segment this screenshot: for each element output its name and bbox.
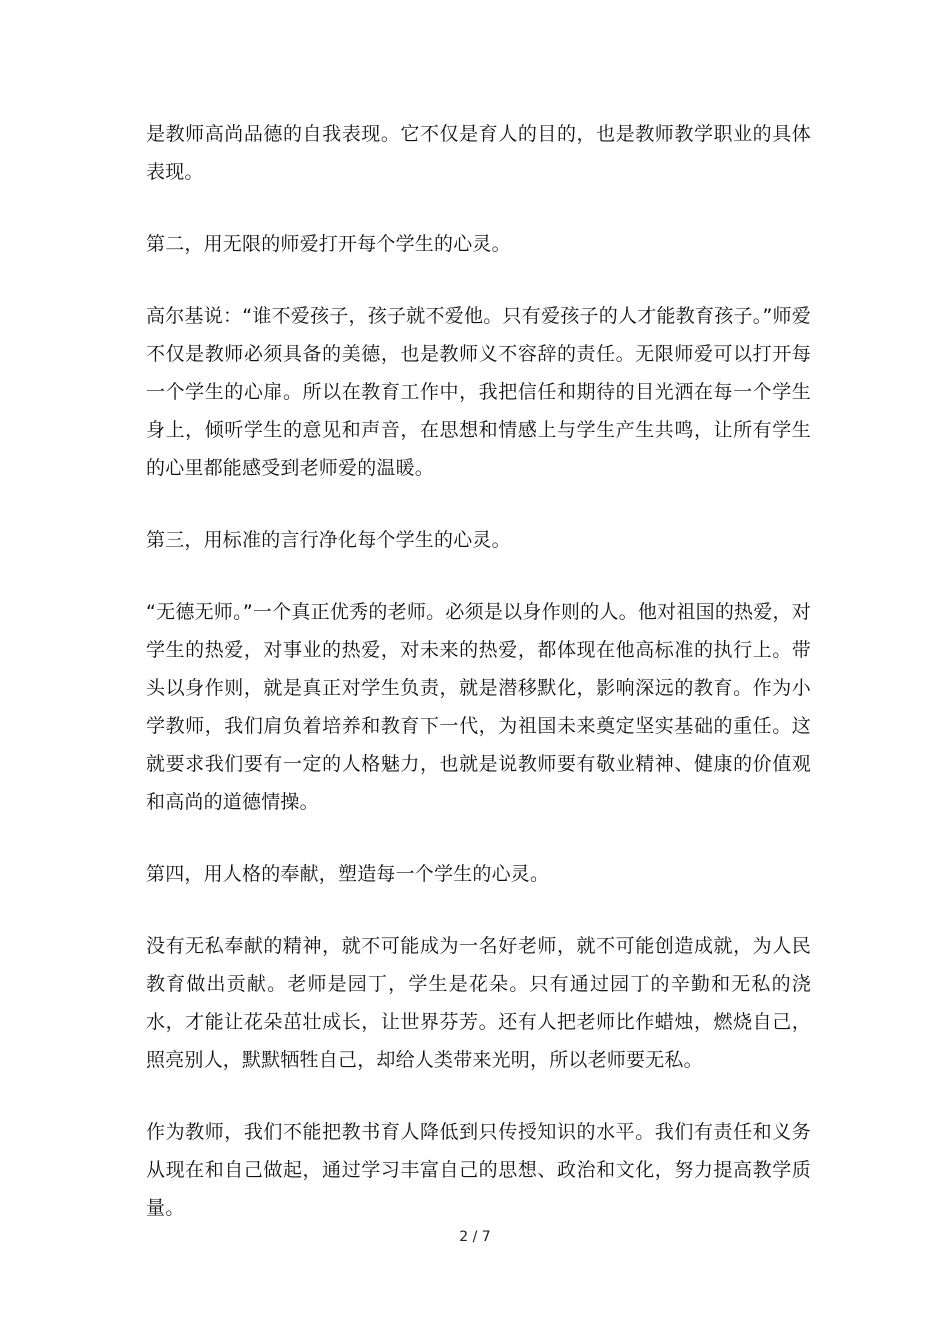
document-body — [146, 115, 811, 1261]
paragraph: 是教师高尚品德的自我表现。它不仅是育人的目的，也是教师教学职业的具体表现。 — [146, 123, 811, 183]
section-heading: 第三，用标准的言行净化每个学生的心灵。 — [146, 529, 511, 551]
paragraph: 高尔基说：“谁不爱孩子，孩子就不爱他。只有爱孩子的人才能教育孩子。”师爱不仅是教师必须具备的美德，也是教师义不容辞的责任。无限师爱可以打开每一个学生的心扉。所以在教育工作中，我把信任和期待的目光洒在每一个学生身上，倾听学生的意见和声音，在思想和情感上与学生产生共鸣，让所有学生的心里都能感受到老师爱的温暖。 — [146, 305, 811, 479]
page-number: 2 / 7 — [459, 1229, 491, 1245]
paragraph: 作为教师，我们不能把教书育人降低到只传授知识的水平。我们有责任和义务从现在和自己做起，通过学习丰富自己的思想、政治和文化，努力提高教学质量。 — [146, 1121, 811, 1219]
section-heading: 第四，用人格的奉献，塑造每一个学生的心灵。 — [146, 863, 550, 885]
paragraph: 没有无私奉献的精神，就不可能成为一名好老师，就不可能创造成就，为人民教育做出贡献。老师是园丁，学生是花朵。只有通过园丁的辛勤和无私的浇水，才能让花朵茁壮成长，让世界芬芳。还有人把老师比作蜡烛，燃烧自己，照亮别人，默默牺牲自己，却给人类带来光明，所以老师要无私。 — [146, 935, 811, 1071]
section-heading: 第二，用无限的师爱打开每个学生的心灵。 — [146, 233, 511, 255]
paragraph: “无德无师。”一个真正优秀的老师。必须是以身作则的人。他对祖国的热爱，对学生的热爱，对事业的热爱，对未来的热爱，都体现在他高标准的执行上。带头以身作则，就是真正对学生负责，就是潜移默化，影响深远的教育。作为小学教师，我们肩负着培养和教育下一代，为祖国未来奠定坚实基础的重任。这就要求我们要有一定的人格魅力，也就是说教师要有敬业精神、健康的价值观和高尚的道德情操。 — [146, 601, 811, 813]
